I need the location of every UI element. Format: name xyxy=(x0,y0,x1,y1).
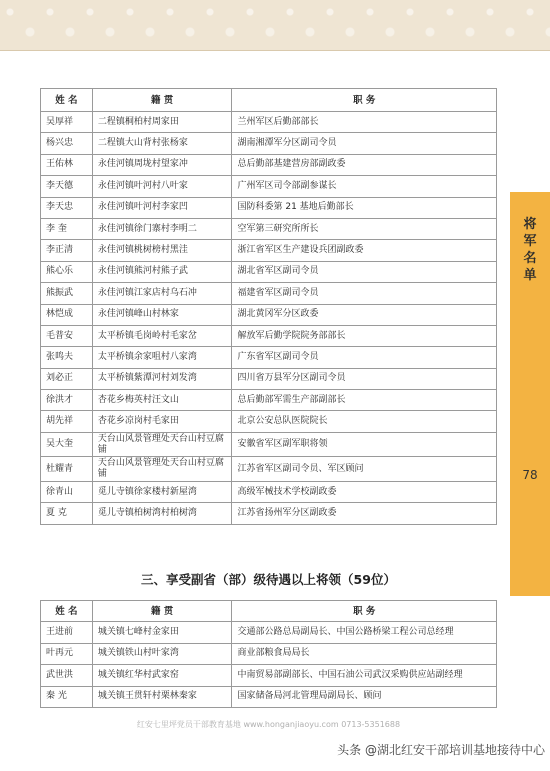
cell-name: 秦 光 xyxy=(41,686,93,708)
cell-name: 李天忠 xyxy=(41,197,93,218)
decorative-header-band xyxy=(0,0,550,51)
section-title: 三、享受副省（部）级待遇以上将领（59位） xyxy=(141,572,396,587)
cell-hometown: 觅儿寺镇柏树湾村柏树湾 xyxy=(92,503,232,524)
table-row xyxy=(41,261,497,282)
table-row xyxy=(41,240,497,261)
side-tab-char: 名 xyxy=(523,251,537,266)
table-row xyxy=(41,622,497,644)
cell-position: 国家储备局河北管理局副局长、顾问 xyxy=(232,686,497,708)
page-number: 78 xyxy=(522,468,538,482)
cell-hometown: 城关镇王贯轩村栗林秦家 xyxy=(92,686,232,708)
header-hometown: 籍 贯 xyxy=(92,601,232,622)
cell-position: 江苏省军区副司令员、军区顾问 xyxy=(232,457,497,482)
table-row xyxy=(41,481,497,502)
cell-position: 广东省军区副司令员 xyxy=(232,347,497,368)
cell-position: 江苏省扬州军分区副政委 xyxy=(232,503,497,524)
table-row xyxy=(41,432,497,457)
cell-position: 高级军械技术学校副政委 xyxy=(232,481,497,502)
cell-position: 空军第三研究所所长 xyxy=(232,218,497,239)
cell-hometown: 天台山风景管理处天台山村豆腐铺 xyxy=(92,457,232,482)
cell-position: 总后勤部军需生产部副部长 xyxy=(232,390,497,411)
cell-name: 王进前 xyxy=(41,622,93,644)
header-name: 姓 名 xyxy=(41,601,93,622)
table-row xyxy=(41,503,497,524)
cell-hometown: 永佳河镇周垅村望家冲 xyxy=(92,154,232,175)
cell-hometown: 城关镇七峰村金家田 xyxy=(92,622,232,644)
table-row xyxy=(41,368,497,389)
table-row xyxy=(41,411,497,432)
side-tab xyxy=(510,192,550,596)
table-row xyxy=(41,347,497,368)
side-tab-title xyxy=(510,216,550,284)
cell-hometown: 太平桥镇余家咀村八家湾 xyxy=(92,347,232,368)
table-row xyxy=(41,304,497,325)
cell-name: 毛普安 xyxy=(41,325,93,346)
cell-name: 徐青山 xyxy=(41,481,93,502)
table-header-row xyxy=(41,89,497,112)
cell-hometown: 太平桥镇毛岗岭村毛家岔 xyxy=(92,325,232,346)
watermark-text: 头条 @湖北红安干部培训基地接待中心 xyxy=(337,743,545,757)
table-row xyxy=(41,218,497,239)
cell-position: 湖北省军区副司令员 xyxy=(232,261,497,282)
cell-hometown: 太平桥镇紫潭河村刘发湾 xyxy=(92,368,232,389)
table-row xyxy=(41,112,497,133)
header-position: 职 务 xyxy=(232,601,497,622)
cell-name: 杜耀青 xyxy=(41,457,93,482)
cell-position: 交通部公路总局副局长、中国公路桥梁工程公司总经理 xyxy=(232,622,497,644)
cell-hometown: 二程镇大山背村张杨家 xyxy=(92,133,232,154)
cell-name: 吴大奎 xyxy=(41,432,93,457)
cell-name: 李正清 xyxy=(41,240,93,261)
side-tab-char: 将 xyxy=(523,217,537,232)
table-row xyxy=(41,133,497,154)
cell-position: 湖北黄冈军分区政委 xyxy=(232,304,497,325)
cell-hometown: 永佳河镇峰山村林家 xyxy=(92,304,232,325)
table-row xyxy=(41,665,497,687)
side-tab-char: 单 xyxy=(523,268,537,283)
table-row xyxy=(41,325,497,346)
cell-hometown: 城关镇红华村武家窑 xyxy=(92,665,232,687)
table-row xyxy=(41,176,497,197)
generals-table xyxy=(40,88,497,525)
table-row xyxy=(41,457,497,482)
cell-hometown: 永佳河镇叶河村李家凹 xyxy=(92,197,232,218)
cell-name: 武世洪 xyxy=(41,665,93,687)
cell-name: 熊心乐 xyxy=(41,261,93,282)
cell-hometown: 天台山风景管理处天台山村豆腐铺 xyxy=(92,432,232,457)
table-row xyxy=(41,686,497,708)
cell-position: 商业部粮食局局长 xyxy=(232,643,497,665)
cell-hometown: 永佳河镇叶河村八叶家 xyxy=(92,176,232,197)
cell-hometown: 永佳河镇桃树榜村黑洼 xyxy=(92,240,232,261)
table-row xyxy=(41,283,497,304)
cell-name: 刘必正 xyxy=(41,368,93,389)
cell-position: 四川省万县军分区副司令员 xyxy=(232,368,497,389)
table-header-row xyxy=(41,601,497,622)
cell-name: 叶再元 xyxy=(41,643,93,665)
cell-position: 国防科委第 21 基地后勤部长 xyxy=(232,197,497,218)
header-name: 姓 名 xyxy=(41,89,93,112)
header-hometown: 籍 贯 xyxy=(92,89,232,112)
table-row xyxy=(41,390,497,411)
cell-name: 胡先祥 xyxy=(41,411,93,432)
cell-hometown: 杏花乡梅英村汪文山 xyxy=(92,390,232,411)
cell-hometown: 永佳河镇徐门寨村李明二 xyxy=(92,218,232,239)
cell-position: 湖南湘潭军分区副司令员 xyxy=(232,133,497,154)
cell-position: 安徽省军区副军职将领 xyxy=(232,432,497,457)
cell-name: 徐洪才 xyxy=(41,390,93,411)
cell-name: 杨兴忠 xyxy=(41,133,93,154)
cell-position: 总后勤部基建营房部副政委 xyxy=(232,154,497,175)
cell-name: 夏 克 xyxy=(41,503,93,524)
cell-position: 浙江省军区生产建设兵团副政委 xyxy=(232,240,497,261)
cell-hometown: 二程镇桐柏村周家田 xyxy=(92,112,232,133)
table-row xyxy=(41,643,497,665)
footer-text: 红安七里坪党员干部教育基地 www.honganjiaoyu.com 0713-5351688 xyxy=(136,720,401,729)
cell-name: 熊振武 xyxy=(41,283,93,304)
cell-position: 广州军区司令部副参谋长 xyxy=(232,176,497,197)
cell-name: 张鸣夫 xyxy=(41,347,93,368)
cell-position: 兰州军区后勤部部长 xyxy=(232,112,497,133)
cell-name: 吴厚祥 xyxy=(41,112,93,133)
cell-name: 李天德 xyxy=(41,176,93,197)
cell-position: 福建省军区副司令员 xyxy=(232,283,497,304)
deputy-ministerial-table xyxy=(40,600,497,708)
cell-position: 解放军后勤学院院务部部长 xyxy=(232,325,497,346)
cell-hometown: 杏花乡凉岗村毛家田 xyxy=(92,411,232,432)
cell-hometown: 永佳河镇江家店村乌石冲 xyxy=(92,283,232,304)
cell-hometown: 永佳河镇熊河村熊子武 xyxy=(92,261,232,282)
cell-hometown: 觅儿寺镇徐家楼村新屋湾 xyxy=(92,481,232,502)
cell-position: 中南贸易部副部长、中国石油公司武汉采购供应站副经理 xyxy=(232,665,497,687)
header-position: 职 务 xyxy=(232,89,497,112)
cell-name: 林恺成 xyxy=(41,304,93,325)
table-row xyxy=(41,154,497,175)
side-tab-char: 军 xyxy=(523,234,537,249)
cell-position: 北京公安总队医院院长 xyxy=(232,411,497,432)
cell-name: 李 奎 xyxy=(41,218,93,239)
table-row xyxy=(41,197,497,218)
cell-name: 王佑林 xyxy=(41,154,93,175)
cell-hometown: 城关镇铁山村叶家湾 xyxy=(92,643,232,665)
